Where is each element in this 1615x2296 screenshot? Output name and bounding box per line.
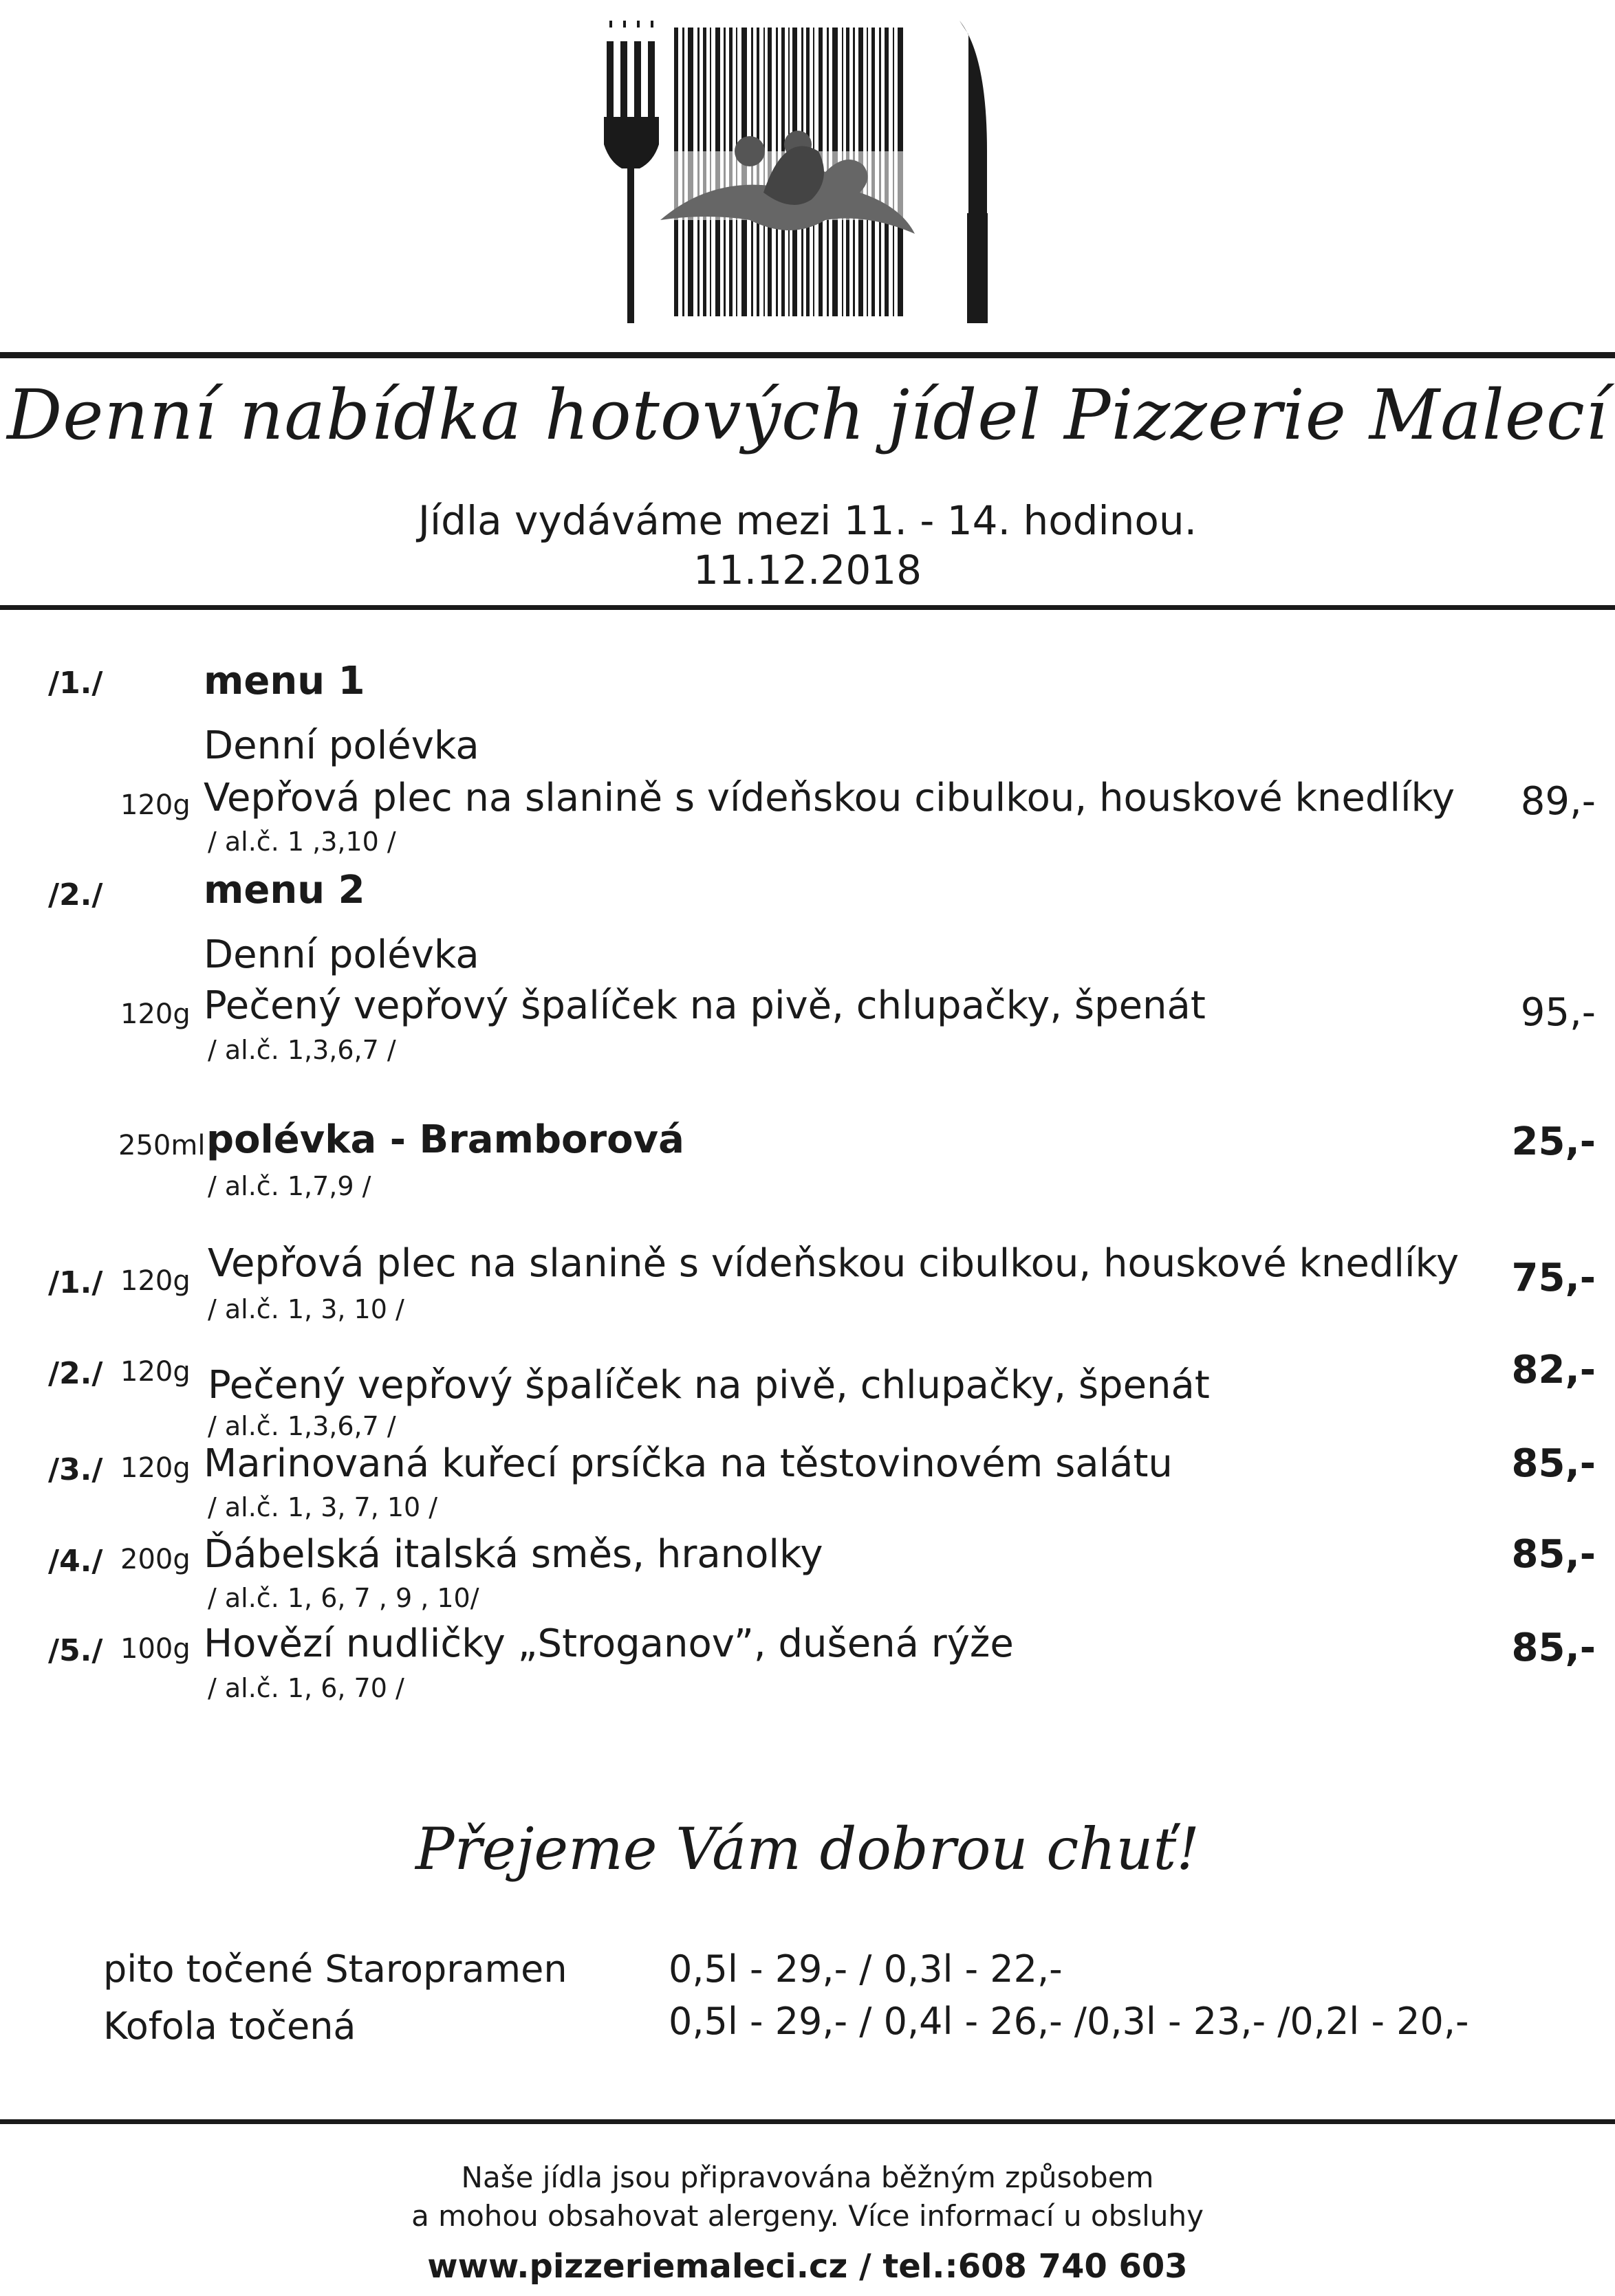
meal-number: /3./ bbox=[48, 1452, 103, 1487]
menu-name: menu 2 bbox=[204, 868, 365, 912]
meal-dish: Ďábelská italská směs, hranolky bbox=[204, 1532, 823, 1577]
meal-price: 85,- bbox=[1511, 1441, 1596, 1486]
meal-weight: 120g bbox=[120, 1356, 191, 1388]
meal-number: /1./ bbox=[48, 1265, 103, 1300]
meal-weight: 120g bbox=[120, 1265, 191, 1297]
menu-date: 11.12.2018 bbox=[693, 547, 922, 593]
menu-soup: Denní polévka bbox=[204, 932, 479, 977]
allergen-notice-line2: a mohou obsahovat alergeny. Více informací u obsluhy bbox=[411, 2199, 1204, 2233]
meal-price: 82,- bbox=[1511, 1348, 1596, 1392]
soup-name: polévka - Bramborová bbox=[206, 1117, 684, 1162]
menu-weight: 120g bbox=[120, 789, 191, 821]
menu-soup: Denní polévka bbox=[204, 723, 479, 768]
soup-volume: 250ml bbox=[118, 1130, 206, 1161]
good-appetite-wish: Přejeme Vám dobrou chuť! bbox=[415, 1815, 1200, 1883]
restaurant-logo bbox=[592, 14, 1004, 330]
meal-allergens: / al.č. 1, 6, 70 / bbox=[208, 1673, 404, 1703]
drink-name: pito točené Staropramen bbox=[103, 1947, 567, 1991]
menu-weight: 120g bbox=[120, 998, 191, 1030]
header-divider bbox=[0, 605, 1615, 610]
menu-allergens: / al.č. 1,3,6,7 / bbox=[208, 1035, 396, 1065]
menu-price: 89,- bbox=[1520, 779, 1596, 824]
meal-weight: 120g bbox=[120, 1452, 191, 1484]
menu-dish: Vepřová plec na slanině s vídeňskou cibulkou, houskové knedlíky bbox=[204, 776, 1455, 820]
knife-icon bbox=[960, 21, 988, 323]
meal-price: 85,- bbox=[1511, 1532, 1596, 1577]
footer-divider bbox=[0, 2119, 1615, 2124]
menu-price: 95,- bbox=[1520, 990, 1596, 1035]
meal-allergens: / al.č. 1, 3, 7, 10 / bbox=[208, 1492, 438, 1522]
meal-price: 85,- bbox=[1511, 1626, 1596, 1670]
soup-price: 25,- bbox=[1511, 1119, 1596, 1164]
meal-dish: Marinovaná kuřecí prsíčka na těstovinovém salátu bbox=[204, 1441, 1173, 1486]
menu-number: /2./ bbox=[48, 877, 103, 912]
allergen-notice-line1: Naše jídla jsou připravována běžným způsobem bbox=[461, 2161, 1154, 2194]
meal-weight: 200g bbox=[120, 1544, 191, 1575]
meal-price: 75,- bbox=[1511, 1256, 1596, 1300]
menu-number: /1./ bbox=[48, 666, 103, 701]
menu-allergens: / al.č. 1 ,3,10 / bbox=[208, 827, 396, 857]
meal-allergens: / al.č. 1, 6, 7 , 9 , 10/ bbox=[208, 1583, 479, 1613]
menu-name: menu 1 bbox=[204, 659, 365, 703]
meal-allergens: / al.č. 1, 3, 10 / bbox=[208, 1294, 404, 1324]
drink-prices: 0,5l - 29,- / 0,3l - 22,- bbox=[669, 1947, 1063, 1991]
top-divider bbox=[0, 352, 1615, 358]
meal-dish: Pečený vepřový špalíček na pivě, chlupačky, špenát bbox=[208, 1363, 1210, 1408]
menu-dish: Pečený vepřový špalíček na pivě, chlupačky, špenát bbox=[204, 983, 1206, 1028]
meal-weight: 100g bbox=[120, 1633, 191, 1665]
meal-number: /4./ bbox=[48, 1544, 103, 1579]
meal-dish: Hovězí nudličky „Stroganov”, dušená rýže bbox=[204, 1621, 1014, 1666]
page-title: Denní nabídka hotových jídel Pizzerie Malecí bbox=[7, 375, 1608, 455]
fork-icon bbox=[604, 21, 659, 323]
soup-allergens: / al.č. 1,7,9 / bbox=[208, 1171, 371, 1201]
drink-prices: 0,5l - 29,- / 0,4l - 26,- /0,3l - 23,- /0,2l - 20,- bbox=[669, 2000, 1469, 2043]
meal-number: /2./ bbox=[48, 1356, 103, 1391]
drink-name: Kofola točená bbox=[103, 2004, 356, 2048]
meal-allergens: / al.č. 1,3,6,7 / bbox=[208, 1411, 396, 1441]
contact-info: www.pizzeriemaleci.cz / tel.:608 740 603 bbox=[427, 2247, 1188, 2286]
meal-number: /5./ bbox=[48, 1633, 103, 1668]
meal-dish: Vepřová plec na slanině s vídeňskou cibulkou, houskové knedlíky bbox=[208, 1241, 1460, 1286]
serving-hours: Jídla vydáváme mezi 11. - 14. hodinou. bbox=[418, 497, 1197, 544]
